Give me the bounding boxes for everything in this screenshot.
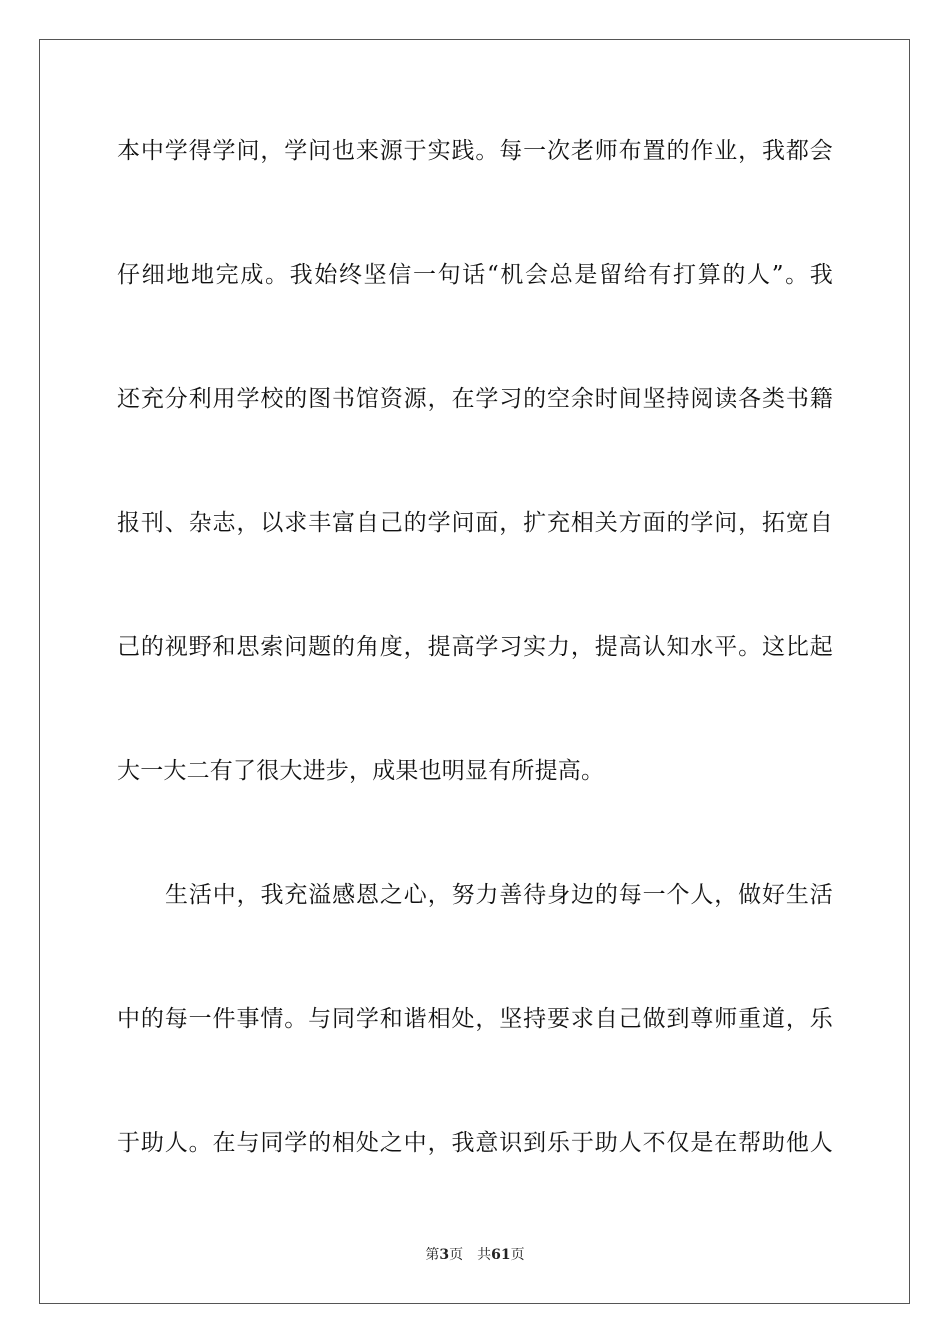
page-footer [0, 1246, 950, 1264]
paragraph-line-3: 还充分利用学校的图书馆资源，在学习的空余时间坚持阅读各类书籍 [117, 386, 833, 412]
footer-total-prefix: 共 [477, 1247, 492, 1263]
paragraph-line-2: 仔细地地完成。我始终坚信一句话“机会总是留给有打算的人”。我 [117, 262, 833, 288]
footer-total-pages: 61 [491, 1247, 511, 1263]
paragraph-line-4: 报刊、杂志，以求丰富自己的学问面，扩充相关方面的学问，拓宽自 [117, 510, 833, 536]
footer-page-prefix: 第 [425, 1247, 440, 1263]
footer-page-number: 3 [439, 1247, 450, 1263]
paragraph-line-9: 于助人。在与同学的相处之中，我意识到乐于助人不仅是在帮助他人 [117, 1130, 833, 1156]
paragraph-line-8: 中的每一件事情。与同学和谐相处，坚持要求自己做到尊师重道，乐 [117, 1006, 833, 1032]
footer-total-suffix: 页 [510, 1247, 525, 1263]
paragraph-line-6: 大一大二有了很大进步，成果也明显有所提高。 [117, 758, 605, 784]
paragraph-line-1: 本中学得学问，学问也来源于实践。每一次老师布置的作业，我都会 [117, 138, 833, 164]
footer-page-suffix: 页 [449, 1247, 464, 1263]
page-border [39, 39, 910, 1304]
paragraph-line-7: 生活中，我充溢感恩之心，努力善待身边的每一个人，做好生活 [165, 882, 833, 908]
paragraph-line-5: 己的视野和思索问题的角度，提高学习实力，提高认知水平。这比起 [117, 634, 833, 660]
